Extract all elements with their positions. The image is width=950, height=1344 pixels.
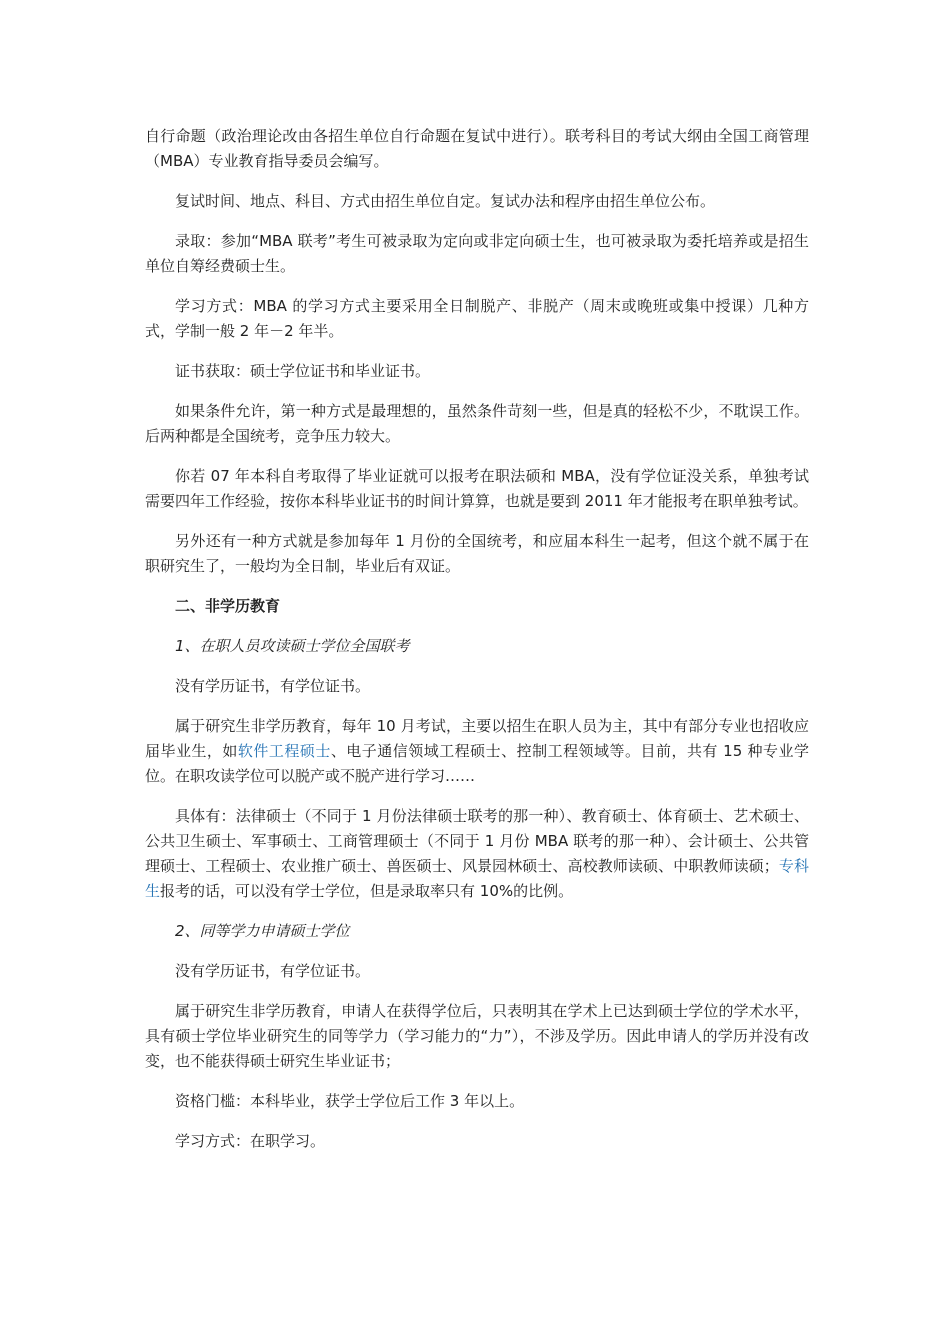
paragraph-text: 、电子通信领域工程硕士、控制工程领域等。目前，共有 15 种专业学位。在职攻读学位可以脱产或不脱产进行学习…… xyxy=(145,742,809,785)
paragraph-certificate xyxy=(145,359,809,384)
paragraph-text: 属于研究生非学历教育，申请人在获得学位后，只表明其在学术上已达到硕士学位的学术水平，具有硕士学位毕业研究生的同等学力（学习能力的“力”），不涉及学历。因此申请人的学历并没有改变，也不能获得硕士研究生毕业证书； xyxy=(145,1002,809,1070)
paragraph-text: 没有学历证书，有学位证书。 xyxy=(175,677,371,695)
paragraph-retest xyxy=(145,189,809,214)
paragraph-admission xyxy=(145,229,809,279)
subheading-joint-exam xyxy=(145,634,809,659)
paragraph-exam-syllabus xyxy=(145,124,809,174)
paragraph-text: 报考的话，可以没有学士学位，但是录取率只有 10%的比例。 xyxy=(160,882,574,900)
subheading-text: 1、在职人员攻读硕士学位全国联考 xyxy=(175,637,410,655)
paragraph-no-diploma-2 xyxy=(145,959,809,984)
paragraph-text: 证书获取：硕士学位证书和毕业证书。 xyxy=(175,362,431,380)
document-body xyxy=(145,124,809,1169)
paragraph-text: 录取：参加“MBA 联考”考生可被录取为定向或非定向硕士生，也可被录取为委托培养或是招生单位自筹经费硕士生。 xyxy=(145,232,809,275)
paragraph-study-method xyxy=(145,1129,809,1154)
paragraph-no-diploma-1 xyxy=(145,674,809,699)
subheading-text: 2、同等学力申请硕士学位 xyxy=(175,922,350,940)
paragraph-text: 如果条件允许，第一种方式是最理想的，虽然条件苛刻一些，但是真的轻松不少，不耽误工作。后两种都是全国统考，竞争压力较大。 xyxy=(145,402,809,445)
paragraph-text: 属于研究生非学历教育，每年 10 月考试，主要以招生在职人员为主，其中有部分专业也招收应届毕业生，如 xyxy=(145,717,809,760)
paragraph-national-exam xyxy=(145,529,809,579)
software-engineering-master-link[interactable]: 软件工程硕士 xyxy=(237,742,331,760)
paragraph-text: 自行命题（政治理论改由各招生单位自行命题在复试中进行）。联考科目的考试大纲由全国工商管理（MBA）专业教育指导委员会编写。 xyxy=(145,127,809,170)
paragraph-text: 资格门槛：本科毕业，获学士学位后工作 3 年以上。 xyxy=(175,1092,525,1110)
section-heading-non-degree xyxy=(145,594,809,619)
paragraph-text: 学习方式：MBA 的学习方式主要采用全日制脱产、非脱产（周末或晚班或集中授课）几种方式，学制一般 2 年－2 年半。 xyxy=(145,297,809,340)
paragraph-degree-types xyxy=(145,804,809,904)
paragraph-equivalent-detail xyxy=(145,999,809,1074)
paragraph-study-mode xyxy=(145,294,809,344)
paragraph-qualification xyxy=(145,1089,809,1114)
paragraph-text: 具体有：法律硕士（不同于 1 月份法律硕士联考的那一种）、教育硕士、体育硕士、艺术硕士、公共卫生硕士、军事硕士、工商管理硕士（不同于 1 月份 MBA 联考的那一种）、会计硕士、公共管理硕士、工程硕士、农业推广硕士、兽医硕士、风景园林硕士、高校教师读硕、中职教师读硕； xyxy=(145,807,809,875)
paragraph-text: 复试时间、地点、科目、方式由招生单位自定。复试办法和程序由招生单位公布。 xyxy=(175,192,716,210)
junior-college-student-link[interactable]: 专科生 xyxy=(145,857,809,900)
paragraph-text: 另外还有一种方式就是参加每年 1 月份的全国统考，和应届本科生一起考，但这个就不属于在职研究生了，一般均为全日制，毕业后有双证。 xyxy=(145,532,809,575)
heading-text: 二、非学历教育 xyxy=(175,597,281,615)
subheading-equivalent-degree xyxy=(145,919,809,944)
paragraph-text: 学习方式：在职学习。 xyxy=(175,1132,326,1150)
paragraph-text: 没有学历证书，有学位证书。 xyxy=(175,962,371,980)
paragraph-self-study xyxy=(145,464,809,514)
paragraph-text: 你若 07 年本科自考取得了毕业证就可以报考在职法硕和 MBA，没有学位证没关系，单独考试需要四年工作经验，按你本科毕业证书的时间计算算，也就是要到 2011 年才能报考在职单独考试。 xyxy=(145,467,809,510)
paragraph-recommendation xyxy=(145,399,809,449)
paragraph-joint-exam-detail xyxy=(145,714,809,789)
